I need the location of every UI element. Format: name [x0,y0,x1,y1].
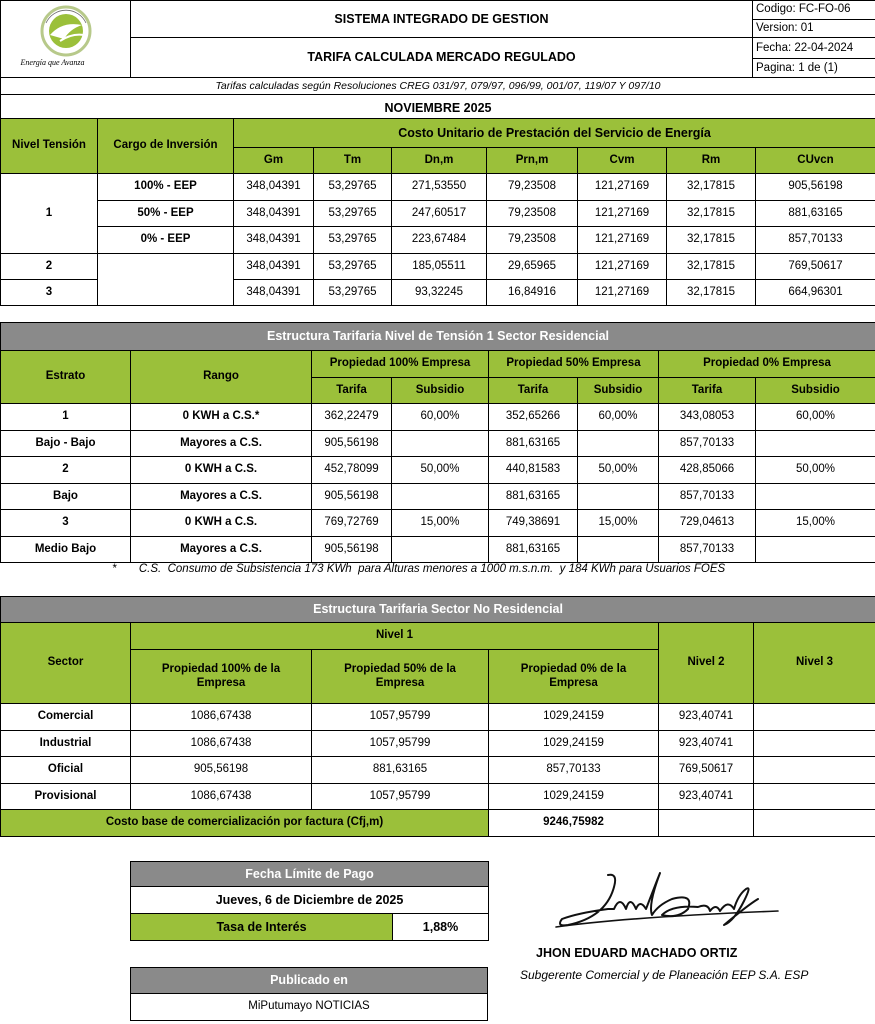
col-prop-100: Propiedad 100% de la Empresa [131,650,312,704]
value-cell: 185,05511 [392,254,487,280]
value-cell: 223,67484 [392,227,487,254]
col-estrato: Estrato [1,351,131,404]
group-prop-100: Propiedad 100% Empresa [312,351,489,378]
value-cell: 121,27169 [578,227,667,254]
value-cell: 15,00% [756,510,875,537]
col-nivel-1: Nivel 1 [131,623,659,650]
estrato-cell: Bajo - Bajo [1,431,131,457]
table-row [1,431,875,457]
cost-group-header: Costo Unitario de Prestación del Servicio de Energía [234,119,875,148]
value-cell [392,431,489,457]
cargo-cell: 0% - EEP [98,227,234,254]
value-cell: 60,00% [578,404,659,431]
value-cell: 348,04391 [234,201,314,227]
nivel-cell: 2 [1,254,98,280]
col-sector: Sector [1,623,131,704]
col-dnm: Dn,m [392,148,487,174]
interest-value: 1,88% [393,914,489,941]
interest-label: Tasa de Interés [131,914,393,941]
value-cell: 749,38691 [489,510,578,537]
col-tm: Tm [314,148,392,174]
col-gm: Gm [234,148,314,174]
value-cell: 905,56198 [756,174,875,201]
value-cell: 50,00% [756,457,875,484]
rango-cell: Mayores a C.S. [131,484,312,510]
published-value: MiPutumayo NOTICIAS [131,994,488,1021]
document-subtitle: TARIFA CALCULADA MERCADO REGULADO [131,38,753,78]
cargo-cell: 100% - EEP [98,174,234,201]
cargo-cell: 50% - EEP [98,201,234,227]
value-cell: 857,70133 [489,757,659,784]
table-row [1,457,875,484]
col-tarifa: Tarifa [312,378,392,404]
table-row [1,174,875,201]
table-row [1,404,875,431]
estrato-cell: 3 [1,510,131,537]
value-cell [754,784,875,810]
value-cell [754,704,875,731]
value-cell: 93,32245 [392,280,487,306]
value-cell: 881,63165 [312,757,489,784]
non-residential-tariff-table [0,596,875,837]
rango-cell: 0 KWH a C.S.* [131,404,312,431]
estrato-cell: 1 [1,404,131,431]
col-prnm: Prn,m [487,148,578,174]
col-subsidio: Subsidio [578,378,659,404]
sector-cell: Comercial [1,704,131,731]
nivel-cell: 3 [1,280,98,306]
col-rm: Rm [667,148,756,174]
value-cell: 1029,24159 [489,784,659,810]
value-cell [756,537,875,563]
value-cell: 348,04391 [234,227,314,254]
rango-cell: 0 KWH a C.S. [131,457,312,484]
residential-tariff-table [0,322,875,563]
estrato-cell: Medio Bajo [1,537,131,563]
residential-title: Estructura Tarifaria Nivel de Tensión 1 Sector Residencial [1,323,875,351]
value-cell: 769,72769 [312,510,392,537]
table-row [1,484,875,510]
value-cell: 881,63165 [489,537,578,563]
value-cell: 857,70133 [659,484,756,510]
signatory-name: JHON EDUARD MACHADO ORTIZ [536,946,738,960]
document-date: Fecha: 22-04-2024 [753,38,875,59]
sector-cell: Provisional [1,784,131,810]
value-cell: 881,63165 [489,431,578,457]
table-row [1,704,875,731]
resolutions-note: Tarifas calculadas según Resoluciones CREG 031/97, 079/97, 096/99, 001/07, 119/07 Y 097/10 [1,78,875,95]
sector-cell: Industrial [1,731,131,757]
value-cell: 1086,67438 [131,731,312,757]
value-cell: 1057,95799 [312,731,489,757]
value-cell: 53,29765 [314,174,392,201]
col-nivel-tension: Nivel Tensión [1,119,98,174]
value-cell: 343,08053 [659,404,756,431]
value-cell [754,757,875,784]
value-cell: 1029,24159 [489,704,659,731]
value-cell: 50,00% [392,457,489,484]
table-row [1,810,875,837]
value-cell: 1086,67438 [131,784,312,810]
value-cell: 271,53550 [392,174,487,201]
col-rango: Rango [131,351,312,404]
col-tarifa: Tarifa [659,378,756,404]
value-cell [578,537,659,563]
table-row [1,784,875,810]
estrato-cell: 2 [1,457,131,484]
value-cell: 905,56198 [131,757,312,784]
value-cell: 428,85066 [659,457,756,484]
value-cell: 50,00% [578,457,659,484]
value-cell: 348,04391 [234,174,314,201]
value-cell [578,431,659,457]
value-cell: 440,81583 [489,457,578,484]
rango-cell: Mayores a C.S. [131,431,312,457]
billing-period: NOVIEMBRE 2025 [1,95,875,121]
value-cell: 32,17815 [667,280,756,306]
value-cell: 60,00% [392,404,489,431]
table-row [1,227,875,254]
value-cell [756,431,875,457]
cost-base-label: Costo base de comercialización por factura (Cfj,m) [1,810,489,837]
document-header [0,0,875,121]
value-cell: 79,23508 [487,201,578,227]
col-cargo-inversion: Cargo de Inversión [98,119,234,174]
value-cell: 1086,67438 [131,704,312,731]
value-cell: 32,17815 [667,254,756,280]
value-cell: 857,70133 [756,227,875,254]
value-cell: 32,17815 [667,227,756,254]
value-cell: 857,70133 [659,537,756,563]
table-row [1,201,875,227]
col-prop-50: Propiedad 50% de la Empresa [312,650,489,704]
value-cell: 79,23508 [487,227,578,254]
value-cell: 53,29765 [314,227,392,254]
document-page: Pagina: 1 de (1) [753,59,875,78]
col-tarifa: Tarifa [489,378,578,404]
table-row [1,537,875,563]
rango-cell: 0 KWH a C.S. [131,510,312,537]
value-cell: 348,04391 [234,254,314,280]
value-cell [756,484,875,510]
value-cell: 16,84916 [487,280,578,306]
value-cell: 60,00% [756,404,875,431]
value-cell: 29,65965 [487,254,578,280]
group-prop-0: Propiedad 0% Empresa [659,351,875,378]
table-row [1,510,875,537]
value-cell: 32,17815 [667,174,756,201]
col-subsidio: Subsidio [756,378,875,404]
table-row [1,757,875,784]
value-cell: 121,27169 [578,254,667,280]
value-cell: 923,40741 [659,784,754,810]
value-cell: 452,78099 [312,457,392,484]
col-subsidio: Subsidio [392,378,489,404]
value-cell: 923,40741 [659,704,754,731]
payment-deadline-box [130,861,489,941]
payment-date: Jueves, 6 de Diciembre de 2025 [131,887,489,914]
empty-cell [659,810,754,837]
document-code: Codigo: FC-FO-06 [753,1,875,20]
cost-base-value: 9246,75982 [489,810,659,837]
document-title: SISTEMA INTEGRADO DE GESTION [131,1,753,38]
value-cell [754,731,875,757]
logo-slogan: Energía que Avanza [20,57,85,67]
value-cell: 881,63165 [489,484,578,510]
empty-cell [754,810,875,837]
value-cell [578,484,659,510]
value-cell: 881,63165 [756,201,875,227]
company-logo-cell [1,1,131,78]
value-cell: 79,23508 [487,174,578,201]
subsistence-footnote: * C.S. Consumo de Subsistencia 173 KWh para Alturas menores a 1000 m.s.n.m. y 184 KWh para Usuarios FOES [112,563,726,575]
col-nivel-2: Nivel 2 [659,623,754,704]
table-row [1,254,875,280]
value-cell: 857,70133 [659,431,756,457]
document-version: Version: 01 [753,20,875,38]
value-cell: 1057,95799 [312,784,489,810]
non-residential-title: Estructura Tarifaria Sector No Residencial [1,597,875,623]
value-cell: 32,17815 [667,201,756,227]
cargo-cell-empty [98,254,234,306]
value-cell: 923,40741 [659,731,754,757]
value-cell: 352,65266 [489,404,578,431]
group-prop-50: Propiedad 50% Empresa [489,351,659,378]
handwritten-signature [548,865,788,945]
value-cell: 1057,95799 [312,704,489,731]
value-cell: 121,27169 [578,174,667,201]
table-row [1,731,875,757]
value-cell: 15,00% [578,510,659,537]
value-cell: 53,29765 [314,201,392,227]
sector-cell: Oficial [1,757,131,784]
col-nivel-3: Nivel 3 [754,623,875,704]
value-cell: 769,50617 [659,757,754,784]
value-cell: 247,60517 [392,201,487,227]
value-cell: 362,22479 [312,404,392,431]
value-cell: 905,56198 [312,431,392,457]
value-cell [392,537,489,563]
value-cell: 15,00% [392,510,489,537]
value-cell: 905,56198 [312,537,392,563]
col-prop-0: Propiedad 0% de la Empresa [489,650,659,704]
value-cell: 1029,24159 [489,731,659,757]
col-cvm: Cvm [578,148,667,174]
nivel-cell: 1 [1,174,98,254]
value-cell: 53,29765 [314,254,392,280]
value-cell: 905,56198 [312,484,392,510]
col-cuvcn: CUvcn [756,148,875,174]
payment-title: Fecha Límite de Pago [131,862,489,887]
value-cell [392,484,489,510]
value-cell: 664,96301 [756,280,875,306]
signatory-role: Subgerente Comercial y de Planeación EEP S.A. ESP [520,968,809,982]
value-cell: 53,29765 [314,280,392,306]
value-cell: 121,27169 [578,280,667,306]
unit-cost-table [0,118,875,306]
value-cell: 348,04391 [234,280,314,306]
rango-cell: Mayores a C.S. [131,537,312,563]
estrato-cell: Bajo [1,484,131,510]
value-cell: 121,27169 [578,201,667,227]
value-cell: 769,50617 [756,254,875,280]
published-box [130,967,488,1021]
value-cell: 729,04613 [659,510,756,537]
published-title: Publicado en [131,968,488,994]
